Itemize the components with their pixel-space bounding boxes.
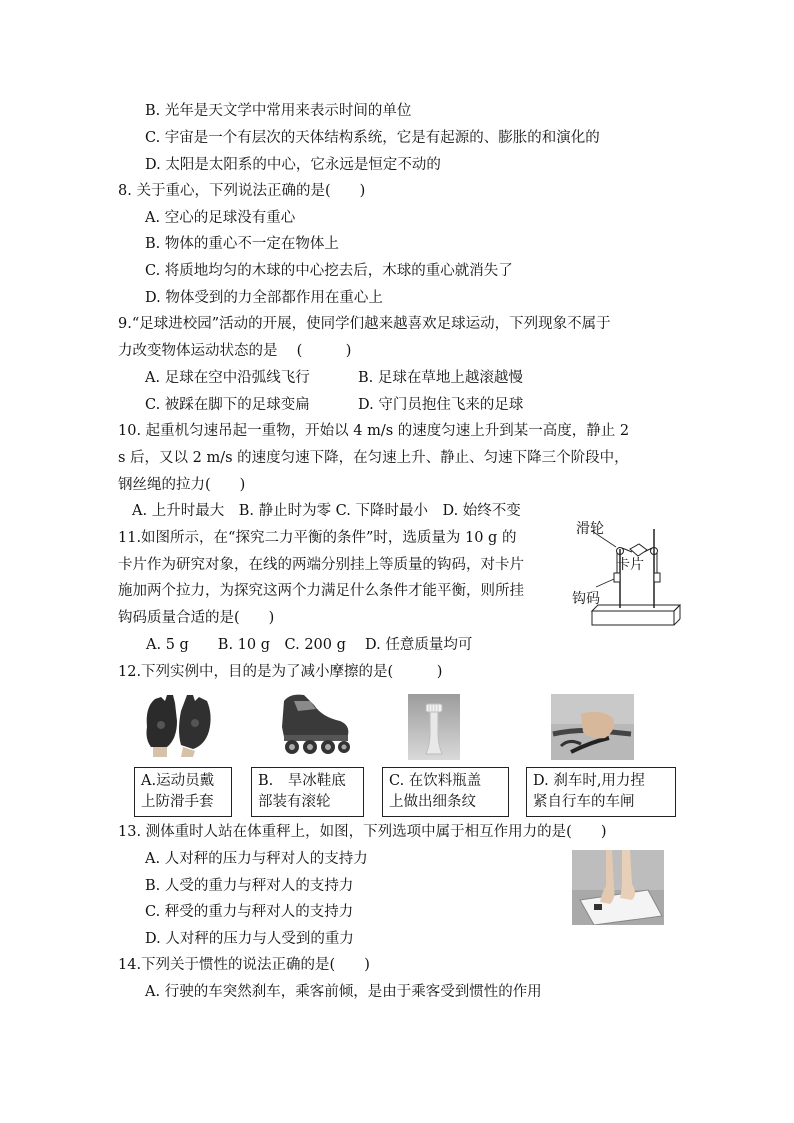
q12-stem: 12.下列实例中，目的是为了减小摩擦的是( ): [118, 664, 443, 680]
q12-choice-c-line1: C. 在饮料瓶盖: [389, 773, 482, 789]
q12-choice-b: [251, 767, 364, 817]
q12-choice-d: [526, 767, 676, 817]
q13-stem: 13. 测体重时人站在体重秤上，如图，下列选项中属于相互作用力的是( ): [118, 824, 607, 840]
q11-figure: [572, 519, 682, 633]
q10-stem-line1: 10. 起重机匀速吊起一重物，开始以 4 m/s 的速度匀速上升到某一高度，静止 2: [118, 423, 630, 439]
q9-stem-line1: 9.“足球进校园”活动的开展，使同学们越来越喜欢足球运动，下列现象不属于: [118, 316, 611, 332]
q8-option-b: B. 物体的重心不一定在物体上: [145, 236, 339, 252]
q11-stem-line3: 施加两个拉力，为探究这两个力满足什么条件才能平衡，则所挂: [118, 583, 524, 599]
q10-options: A. 上升时最大 B. 静止时为零 C. 下降时最小 D. 始终不变: [132, 503, 521, 519]
q9-stem-line2: 力改变物体运动状态的是 ( ): [118, 343, 352, 359]
q8-option-a: A. 空心的足球没有重心: [145, 210, 296, 226]
q12-choice-b-line2: 部装有滚轮: [258, 794, 331, 810]
glove-photo: [137, 687, 219, 757]
q13-option-b: B. 人受的重力与秤对人的支持力: [145, 878, 354, 894]
q11-options: A. 5 g B. 10 g C. 200 g D. 任意质量均可: [146, 637, 473, 653]
q10-stem-line3: 钢丝绳的拉力( ): [118, 477, 246, 493]
q11-label-weight: 钩码: [572, 591, 600, 607]
q10-stem-line2: s 后，又以 2 m/s 的速度匀速下降，在匀速上升、静止、匀速下降三个阶段中，: [118, 450, 629, 466]
q8-stem: 8. 关于重心，下列说法正确的是( ): [118, 183, 366, 199]
bottle-cap-photo: [408, 694, 460, 760]
q9-option-d: D. 守门员抱住飞来的足球: [358, 397, 524, 413]
q14-option-a: A. 行驶的车突然刹车，乘客前倾，是由于乘客受到惯性的作用: [145, 984, 542, 1000]
q9-option-a: A. 足球在空中沿弧线飞行: [145, 370, 310, 386]
roller-skate-photo: [270, 687, 355, 757]
q12-choice-d-line2: 紧自行车的车闸: [533, 794, 635, 810]
q12-choice-c-line2: 上做出细条纹: [389, 794, 476, 810]
weighing-scale-photo: [572, 850, 664, 925]
q12-choice-a: [134, 767, 232, 817]
q7-option-b: B. 光年是天文学中常用来表示时间的单位: [145, 103, 412, 119]
q9-option-b: B. 足球在草地上越滚越慢: [358, 370, 523, 386]
q14-stem: 14.下列关于惯性的说法正确的是( ): [118, 957, 370, 973]
q12-choice-a-line1: A.运动员戴: [141, 773, 215, 789]
bicycle-brake-photo: [551, 694, 634, 760]
q11-label-pulley: 滑轮: [576, 521, 604, 537]
q11-stem-line4: 钩码质量合适的是( ): [118, 610, 275, 626]
q11-stem-line2: 卡片作为研究对象，在线的两端分别挂上等质量的钩码，对卡片: [118, 557, 524, 573]
q8-option-c: C. 将质地均匀的木球的中心挖去后，木球的重心就消失了: [145, 263, 513, 279]
q12-choice-b-line1: B. 旱冰鞋底: [258, 773, 346, 789]
q12-choice-c: [382, 767, 509, 817]
q11-stem-line1: 11.如图所示，在“探究二力平衡的条件”时，选质量为 10 g 的: [118, 530, 517, 546]
q12-choice-d-line1: D. 刹车时,用力捏: [533, 773, 645, 789]
q7-option-c: C. 宇宙是一个有层次的天体结构系统，它是有起源的、膨胀的和演化的: [145, 130, 600, 146]
q13-option-d: D. 人对秤的压力与人受到的重力: [145, 931, 354, 947]
q8-option-d: D. 物体受到的力全部都作用在重心上: [145, 290, 383, 306]
q13-option-c: C. 秤受的重力与秤对人的支持力: [145, 904, 354, 920]
q13-option-a: A. 人对秤的压力与秤对人的支持力: [145, 851, 368, 867]
q11-label-card: 卡片: [616, 557, 644, 573]
q9-option-c: C. 被踩在脚下的足球变扁: [145, 397, 310, 413]
q7-option-d: D. 太阳是太阳系的中心，它永远是恒定不动的: [145, 157, 441, 173]
q12-choice-a-line2: 上防滑手套: [141, 794, 214, 810]
